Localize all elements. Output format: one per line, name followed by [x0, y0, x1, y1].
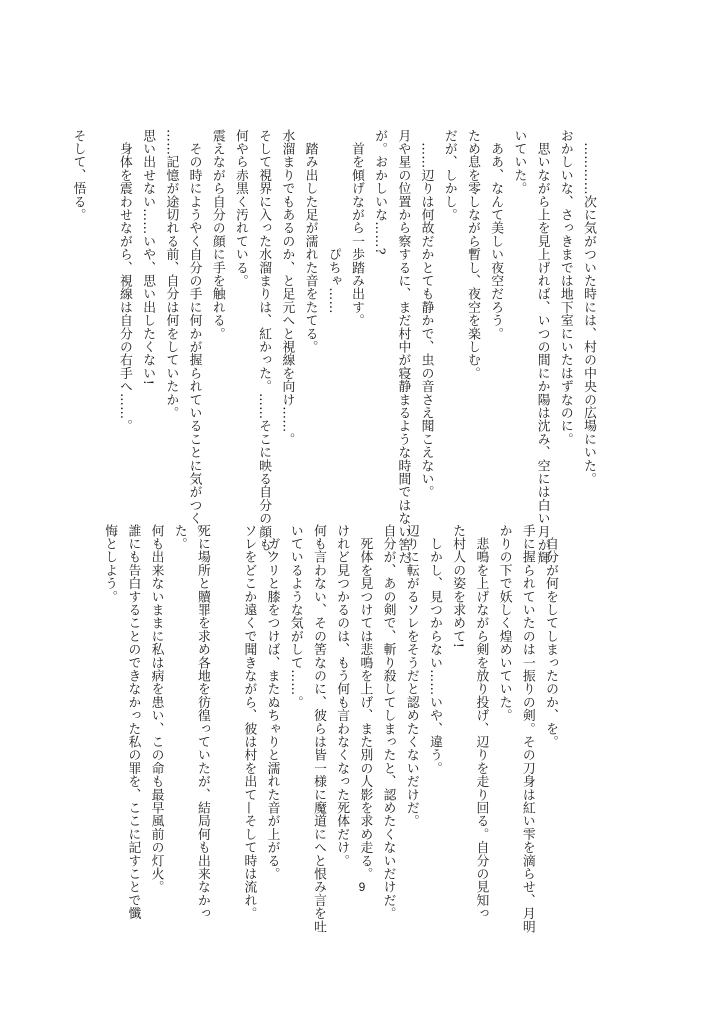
text-line: そして視界に入った水溜まりは、紅かった。……そこに映る自分の顔も、 [256, 129, 272, 565]
text-line: いていた。 [511, 129, 527, 195]
text-line: ……記憶が途切れる前、自分は何をしていたか。 [163, 129, 179, 420]
text-line: 思い出せない……いや、思い出したくない! [140, 129, 156, 386]
text-line: ……辺りは何故だかとても静かで、虫の音さえ聞こえない。 [418, 129, 434, 499]
text-line: ため息を零しながら暫し、夜空を楽しむ。 [464, 129, 480, 380]
text-line: ああ、なんて美しい夜空だろう。 [488, 129, 504, 341]
text-line: しかし、見つからない……いや、違う。 [426, 524, 442, 775]
text-line: 誰にも告白することのできなかった私の罪を、ここに記すことで懺 [125, 524, 141, 920]
text-line: 首を傾げながら一歩踏み出す。 [348, 129, 364, 327]
text-line: 死体を見つけては悲鳴を上げ、また別の人影を求め走る。 [357, 524, 373, 881]
text-line: 何も言わない、その筈なのに、彼らは皆一様に魔道にへと恨み言を吐 [310, 524, 326, 934]
text-line: 震えながら自分の顔に手を触れる。 [209, 129, 225, 341]
text-line: た村人の姿を求めて! [450, 524, 466, 649]
text-line: た。 [171, 524, 187, 551]
text-line: 悲鳴を上げながら剣を放り投げ、辺りを走り回る。自分の見知っ [473, 524, 489, 920]
text-line: 自分が、あの剣で、斬り殺してしまったと、認めたくないだけだ。 [380, 524, 396, 920]
text-line [90, 129, 113, 501]
text-line: 悔としよう。 [102, 524, 118, 604]
text-line: 水溜まりでもあるのか、と足元へと視線を向け……。 [279, 129, 295, 446]
text-line: …………次に気がついた時には、村の中央の広場にいた。 [581, 129, 596, 486]
text-line: が。おかしいな……? [372, 129, 388, 256]
text-line: 死に場所と贖罪を求め各地を彷徨っていたが、結局何も出来なかっ [194, 524, 210, 920]
text-line: 手に握られていたのは一振りの剣。その刀身は紅い雫を滴らせ、月明 [519, 524, 535, 934]
text-line [214, 524, 237, 896]
text-line: 何やら赤黒く汚れている。 [232, 129, 248, 288]
text-line: おかしいな、さっきまでは地下室にいたはずなのに。 [557, 129, 573, 446]
text-line: ガクリと膝をつけば、またぬちゃりと濡れた音が上がる。 [264, 524, 280, 881]
text-line: 辺りに転がるソレをそうだと認めたくないだけだ。 [403, 524, 419, 828]
text-line: 踏み出した足が濡れた音をたてる。 [302, 129, 318, 354]
text-line: だが、しかし。 [441, 129, 457, 222]
text-line: ソレをどこか遠くで聞きながら、彼は村を出て—そして時は流れ。 [241, 524, 257, 920]
text-line: いているような気がして……。 [287, 524, 303, 709]
text-line: その時にようやく自分の手に何かが握られていることに気がつく。 [186, 129, 202, 539]
text-line: 月や星の位置から察するに、まだ村中が寝静まるような時間ではない筈だ [395, 129, 411, 565]
text-line: けれど見つかるのは、もう何も言わなくなった死体だけ。 [334, 524, 350, 868]
text-line: かりの下で妖しく煌めいていた。 [496, 524, 512, 722]
text-line: 自分が何をしてしまったのか、を。 [543, 524, 558, 749]
text-line: 思いながら上を見上げれば、いつの間にか陽は沈み、空には白い月が輝 [534, 129, 550, 565]
text-line: 何も出来ないままに私は病を患い、この命も最早風前の灯火。 [148, 524, 164, 894]
lower-text-block [98, 524, 562, 934]
text-line: ぴちゃ…… [325, 129, 341, 314]
text-line: そして、悟る。 [70, 129, 86, 222]
page-number: 9 [358, 880, 366, 894]
text-line: 身体を震わせながら、視線は自分の右手へ……。 [116, 129, 132, 433]
